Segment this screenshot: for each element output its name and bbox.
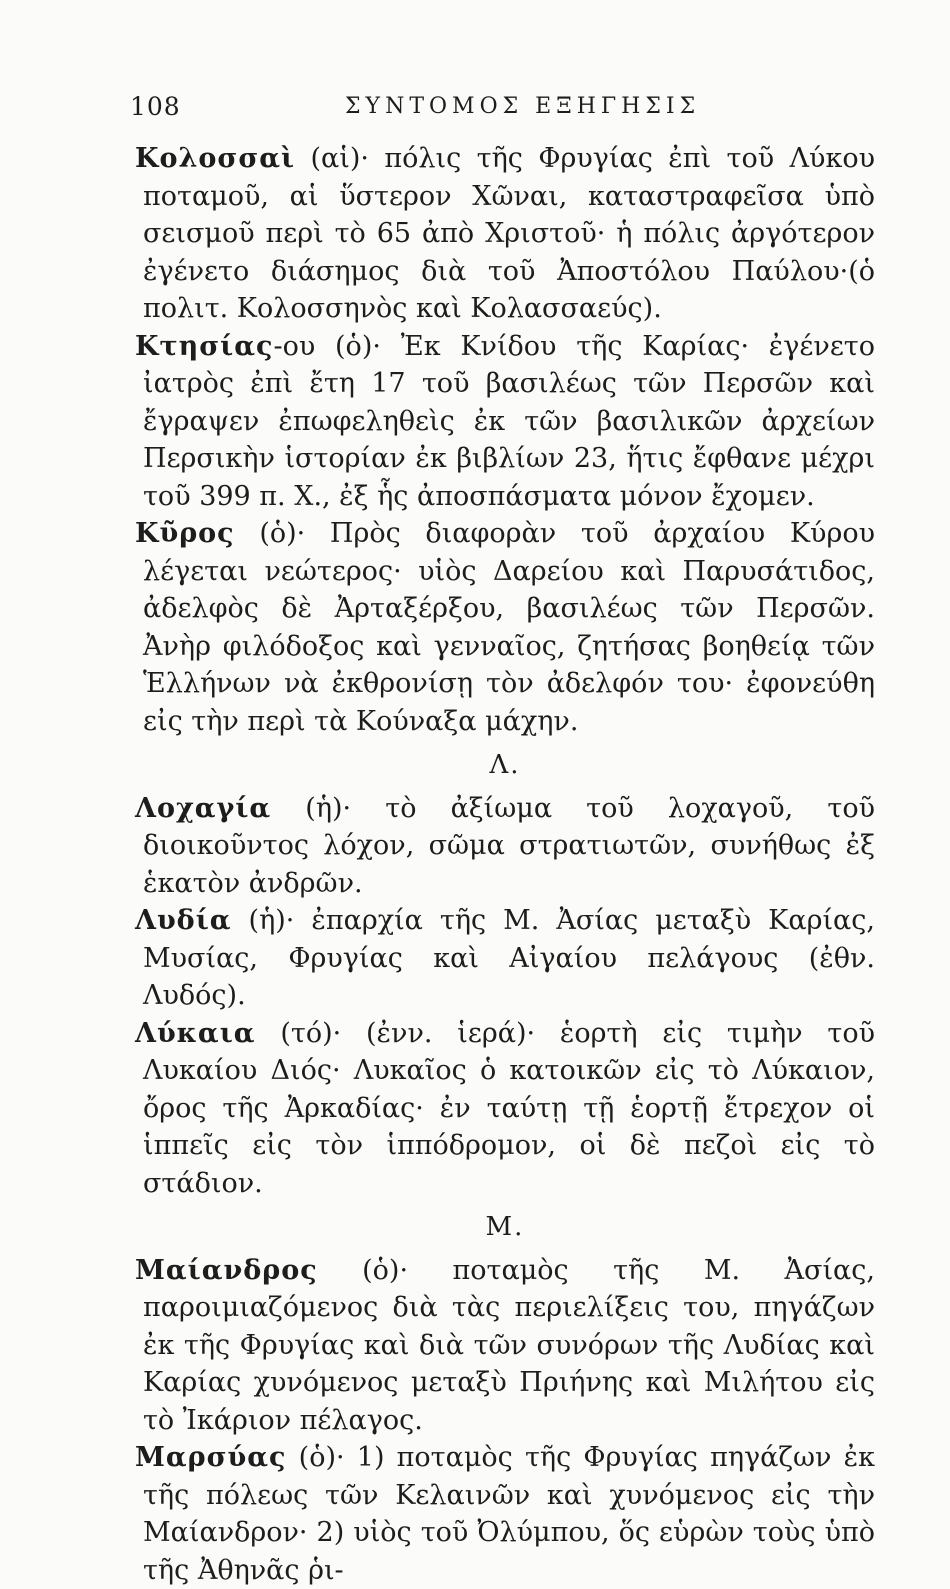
entry-lemma: Λύκαια bbox=[135, 1017, 256, 1049]
page-header bbox=[130, 92, 875, 132]
section-heading-mu: Μ. bbox=[485, 1212, 525, 1242]
entry-lemma: Μαίανδρος bbox=[135, 1254, 318, 1286]
entry-lochagia bbox=[135, 790, 875, 903]
entry-text: -ου (ὁ)· Ἐκ Κνίδου τῆς Καρίας· ἐγένετο ἰατρὸς ἐπὶ ἔτη 17 τοῦ βασιλέως τῶν Περσῶν καὶ ἔγραψεν ἐπωφεληθεὶς ἐκ τῶν βασιλικῶν ἀρχείων Περσικὴν ἱστορίαν ἐκ βιβλίων 23, ἥτις ἔφθανε μέχρι τοῦ 399 π. Χ., ἐξ ἧς ἀποσπάσματα μόνον ἔχομεν. bbox=[143, 330, 875, 512]
entry-text: (ὁ)· ποταμὸς τῆς Μ. Ἀσίας, παροιμιαζόμενος διὰ τὰς περιελίξεις του, πηγάζων ἐκ τῆς Φρυγίας καὶ διὰ τῶν συνόρων τῆς Λυδίας καὶ Καρίας χυνόμενος μεταξὺ Πριήνης καὶ Μιλήτου εἰς τὸ Ἰκάριον πέλαγος. bbox=[143, 1254, 875, 1436]
entry-text: (ἡ)· ἐπαρχία τῆς Μ. Ἀσίας μεταξὺ Καρίας, Μυσίας, Φρυγίας καὶ Αἰγαίου πελάγους (ἐθν. Λυδός). bbox=[143, 905, 875, 1011]
entry-lemma: Λυδία bbox=[135, 905, 232, 936]
entry-lydia bbox=[135, 902, 875, 1015]
entry-kyros bbox=[135, 515, 875, 740]
entry-lemma: Μαρσύας bbox=[135, 1442, 287, 1473]
entry-marsyas bbox=[135, 1439, 875, 1589]
entry-maiandros bbox=[135, 1252, 875, 1440]
entry-lemma: Κτησίας bbox=[135, 330, 274, 362]
entry-text: (ὁ)· 1) ποταμὸς τῆς Φρυγίας πηγάζων ἐκ τῆς πόλεως τῶν Κελαινῶν καὶ χυνόμενος εἰς τὴν Μαίανδρον· 2) υἱὸς τοῦ Ὀλύμπου, ὅς εὑρὼν τοὺς ὑπὸ τῆς Ἀθηνᾶς ῥι- bbox=[143, 1442, 875, 1586]
entry-ktesias bbox=[135, 328, 875, 516]
entry-lemma: Κολοσσαὶ bbox=[135, 143, 296, 174]
entry-lemma: Κῦρος bbox=[135, 518, 235, 549]
entry-kolossai bbox=[135, 140, 875, 328]
entry-lemma: Λοχαγία bbox=[135, 792, 272, 824]
entry-text: (αἱ)· πόλις τῆς Φρυγίας ἐπὶ τοῦ Λύκου ποταμοῦ, αἱ ὕστερον Χῶναι, καταστραφεῖσα ὑπὸ σεισμοῦ περὶ τὸ 65 ἀπὸ Χριστοῦ· ἡ πόλις ἀργότερον ἐγένετο διάσημος διὰ τοῦ Ἀποστόλου Παύλου·(ὁ πολιτ. Κολοσσηνὸς καὶ Κολασσαεύς). bbox=[143, 143, 875, 324]
running-head: ΣΥΝΤΟΜΟΣ ΕΞΗΓΗΣΙΣ bbox=[345, 94, 701, 119]
entry-text: (ἡ)· τὸ ἀξίωμα τοῦ λοχαγοῦ, τοῦ διοικοῦντος λόχον, σῶμα στρατιωτῶν, συνήθως ἐξ ἑκατὸν ἀνδρῶν. bbox=[143, 792, 875, 899]
section-heading-lambda: Λ. bbox=[489, 750, 521, 780]
dictionary-body bbox=[135, 140, 875, 1589]
entry-lykaia bbox=[135, 1015, 875, 1203]
page-number: 108 bbox=[130, 92, 181, 121]
entry-text: (ὁ)· Πρὸς διαφορὰν τοῦ ἀρχαίου Κύρου λέγεται νεώτερος· υἱὸς Δαρείου καὶ Παρυσάτιδος, ἀδελφὸς δὲ Ἀρταξέρξου, βασιλέως τῶν Περσῶν. Ἀνὴρ φιλόδοξος καὶ γενναῖος, ζητήσας βοηθείᾳ τῶν Ἑλλήνων νὰ ἐκθρονίσῃ τὸν ἀδελφόν του· ἐφονεύθη εἰς τὴν περὶ τὰ Κούναξα μάχην. bbox=[143, 518, 875, 737]
entry-text: (τό)· (ἐνν. ἱερά)· ἑορτὴ εἰς τιμὴν τοῦ Λυκαίου Διός· Λυκαῖος ὁ κατοικῶν εἰς τὸ Λύκαιον, ὄρος τῆς Ἀρκαδίας· ἐν ταύτῃ τῇ ἑορτῇ ἔτρεχον οἱ ἱππεῖς εἰς τὸν ἱππόδρομον, οἱ δὲ πεζοὶ εἰς τὸ στάδιον. bbox=[143, 1017, 875, 1199]
